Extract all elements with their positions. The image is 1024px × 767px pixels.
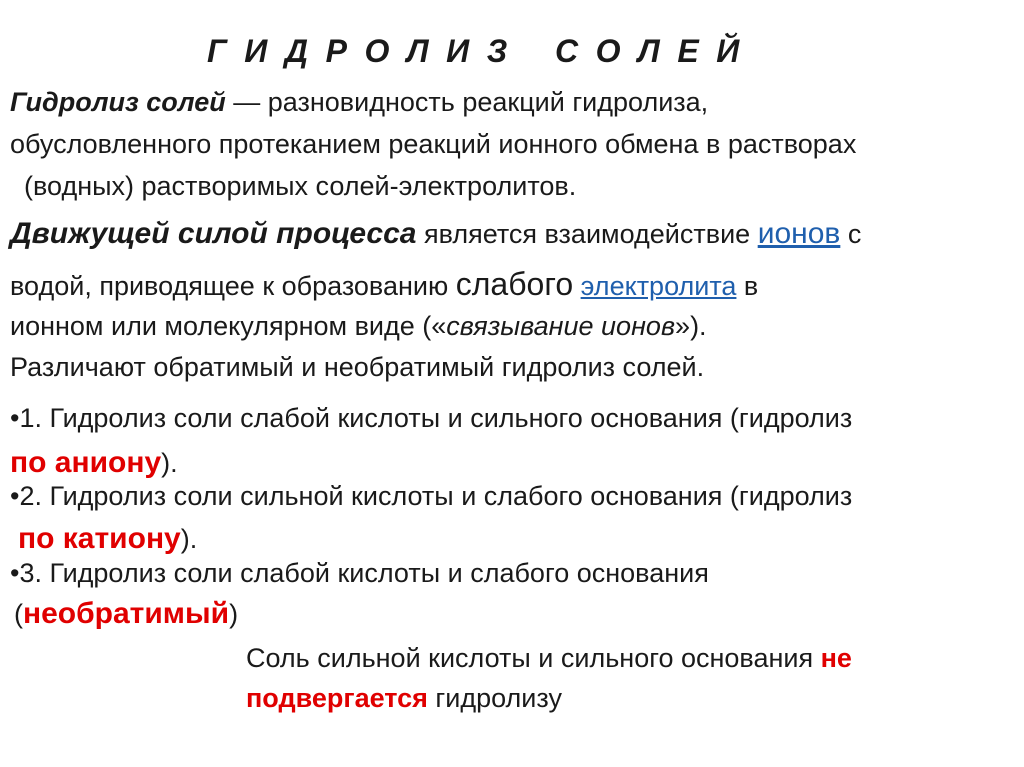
definition-text: — разновидность реакций гидролиза, [225,87,709,117]
binding-ions: связывание ионов [446,311,676,341]
page-title [207,33,757,70]
item-2-text: •2. Гидролиз соли сильной кислоты и слабого основания (гидролиз [10,481,853,511]
link-ions[interactable]: ионов [757,217,841,250]
definition-line-3: (водных) растворимых солей-электролитов. [24,171,577,201]
item-3-tail: (необратимый) [14,597,239,630]
weak-word: слабого [455,266,574,302]
item-1-tail: по аниону). [10,446,178,479]
note-red-1: не [820,643,852,673]
title-word-1: ГИДРОЛИЗ [207,33,525,69]
driving-force-line-1: Движущей силой процесса является взаимодействие ионов с [10,217,862,250]
note-red-2: подвергается [246,683,428,713]
item-1-highlight: по аниону [10,446,162,479]
item-2-highlight: по катиону [18,522,181,555]
distinguish-text: Различают обратимый и необратимый гидролиз солей. [10,352,705,382]
item-3-highlight: необратимый [23,597,230,630]
link-electrolyte[interactable]: электролита [580,271,737,301]
definition-term: Гидролиз солей [10,87,226,117]
note-line-1: Соль сильной кислоты и сильного основания не [246,643,852,673]
item-1-text: •1. Гидролиз соли слабой кислоты и сильного основания (гидролиз [10,403,853,433]
item-3-text: •3. Гидролиз соли слабой кислоты и слабого основания [10,558,709,588]
driving-force-line-2: водой, приводящее к образованию слабого электролита в [10,266,759,302]
note-line-2: подвергается гидролизу [246,683,562,713]
definition-line-2: обусловленного протеканием реакций ионного обмена в растворах [10,129,857,159]
driving-force-term: Движущей силой процесса [10,217,417,250]
item-2-tail: по катиону). [18,522,198,555]
driving-force-line-3: ионном или молекулярном виде («связывание ионов»). [10,311,707,341]
title-word-2: СОЛЕЙ [554,33,757,69]
definition-line-1 [10,86,708,118]
